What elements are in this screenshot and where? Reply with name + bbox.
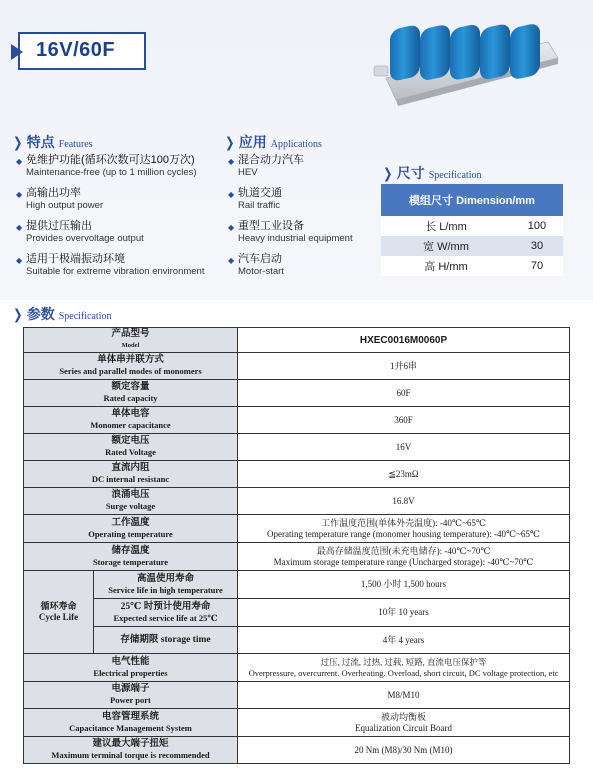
spec-table — [23, 327, 570, 764]
chevron-right-icon: ❯ — [13, 134, 23, 150]
table-row: 单体电容 Monomer capacitance 360F — [24, 407, 570, 434]
list-item: ◆ 汽车启动 Motor-start — [228, 253, 284, 277]
table-row: 长 L/mm 100 — [381, 216, 563, 236]
table-row: 25℃ 时预计使用寿命 Expected service life at 25℃ 10年 10 years — [24, 599, 570, 627]
diamond-bullet-icon: ◆ — [228, 256, 235, 265]
chevron-right-icon: ❯ — [225, 134, 235, 150]
cycle-life-label: 循环寿命 Cycle Life — [24, 571, 94, 654]
model-label: 产品型号 Model — [24, 328, 238, 353]
chevron-right-icon: ❯ — [383, 165, 393, 181]
applications-list — [228, 154, 353, 286]
list-item: ◆ 高输出功率 High output power — [16, 187, 104, 211]
features-heading-en: Features — [58, 139, 93, 150]
diamond-bullet-icon: ◆ — [228, 157, 235, 166]
diamond-bullet-icon: ◆ — [16, 256, 23, 265]
diamond-bullet-icon: ◆ — [228, 190, 235, 199]
table-row: 电气性能 Electrical properties 过压, 过流, 过热, 过载, 短路, 直流电压保护等 Overpressure, overcurrent. Overheating. Overload, short circuit, DC voltage protection, etc — [24, 654, 570, 682]
list-item: ◆ 轨道交通 Rail traffic — [228, 187, 282, 211]
table-row: 高 H/mm 70 — [381, 256, 563, 276]
params-heading-zh: 参数 — [26, 306, 55, 322]
model-value: HXEC0016M0060P — [238, 328, 570, 353]
applications-heading — [224, 132, 322, 152]
features-heading — [12, 132, 93, 152]
list-item: ◆ 提供过压输出 Provides overvoltage output — [16, 220, 144, 244]
applications-heading-zh: 应用 — [238, 134, 267, 150]
table-row: 工作温度 Operating temperature 工作温度范围(单体外壳温度): -40℃~65℃ Operating temperature range (monomer housing temperature): -40℃~65℃ — [24, 515, 570, 543]
list-item: ◆ 免维护功能(循环次数可达100万次) Maintenance-free (up to 1 million cycles) — [16, 154, 197, 178]
table-row: 存储期限 storage time 4年 4 years — [24, 627, 570, 654]
table-row: 直流内阻 DC internal resistanc ≦23mΩ — [24, 461, 570, 488]
dimensions-heading-en: Specification — [428, 170, 482, 181]
diamond-bullet-icon: ◆ — [16, 157, 23, 166]
features-heading-zh: 特点 — [26, 134, 55, 150]
applications-heading-en: Applications — [270, 139, 322, 150]
title-arrow-icon — [11, 44, 23, 60]
page-title: 16V/60F — [36, 39, 116, 61]
table-row: 宽 W/mm 30 — [381, 236, 563, 256]
table-row: 建议最大端子扭矩 Maximum terminal torque is recommended 20 Nm (M8)/30 Nm (M10) — [24, 737, 570, 764]
params-heading — [12, 304, 112, 324]
list-item: ◆ 混合动力汽车 HEV — [228, 154, 304, 178]
diamond-bullet-icon: ◆ — [228, 223, 235, 232]
table-row: 额定容量 Rated capacity 60F — [24, 380, 570, 407]
list-item: ◆ 适用于极端振动环境 Suitable for extreme vibration environment — [16, 253, 205, 277]
table-row: 电源端子 Power port M8/M10 — [24, 682, 570, 709]
table-row: 单体串并联方式 Series and parallel modes of monomers 1并6串 — [24, 353, 570, 380]
diamond-bullet-icon: ◆ — [16, 190, 23, 199]
dimensions-heading-zh: 尺寸 — [396, 165, 425, 181]
table-row: 循环寿命 Cycle Life 高温使用寿命 Service life in high temperature 1,500 小时 1,500 hours — [24, 571, 570, 599]
diamond-bullet-icon: ◆ — [16, 223, 23, 232]
capacitor-module-image — [372, 20, 567, 112]
dimension-table-header: 模组尺寸 Dimension/mm — [381, 184, 563, 216]
table-row: 储存温度 Storage temperature 最高存储温度范围(未充电储存): -40℃~70℃ Maximum storage temperature range (Uncharged storage): -40℃~70℃ — [24, 543, 570, 571]
params-heading-en: Specification — [58, 311, 112, 322]
list-item: ◆ 重型工业设备 Heavy industrial equipment — [228, 220, 353, 244]
table-row: 额定电压 Rated Voltage 16V — [24, 434, 570, 461]
dimension-table — [381, 184, 563, 276]
features-list — [16, 154, 204, 286]
chevron-right-icon: ❯ — [13, 306, 23, 322]
table-row — [24, 328, 570, 353]
dimensions-heading — [382, 163, 482, 183]
table-row: 电容管理系统 Capacitance Management System 被动均衡板 Equalization Circuit Board — [24, 709, 570, 737]
table-row: 浪涌电压 Surge voltage 16.8V — [24, 488, 570, 515]
